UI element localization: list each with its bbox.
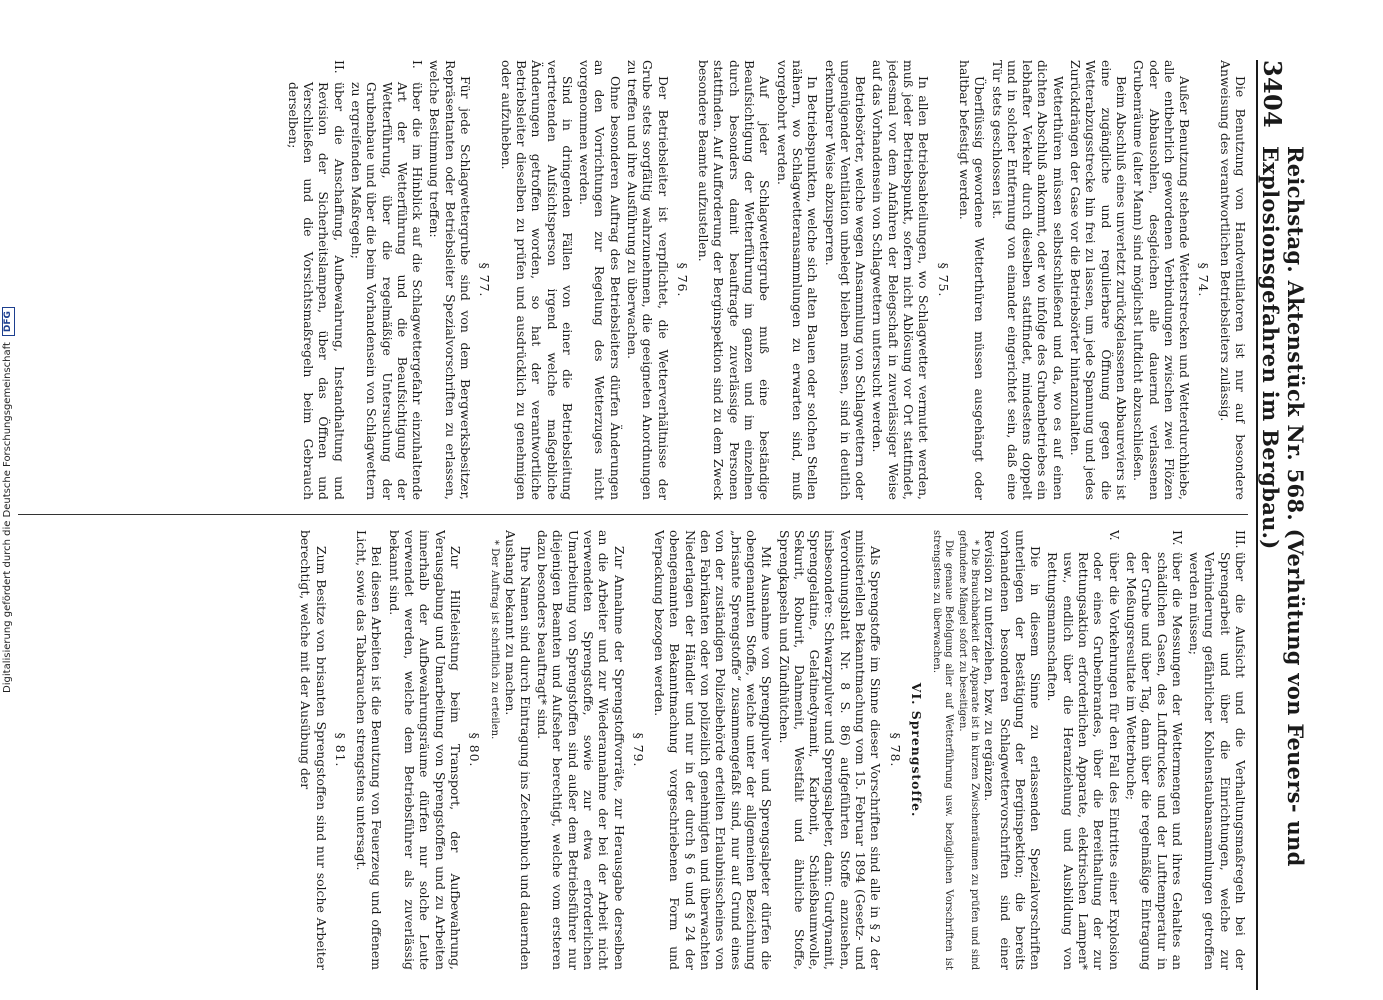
paragraph: Ihre Namen sind durch Eintragung ins Zechenbuch und dauernden Aushang bekannt zu machen. (502, 530, 533, 970)
footnote: * Die Brauchbarkeit der Apparate ist in kurzen Zwischenräumen zu prüfen und sind gefundene Mängel sofort zu beseitigen. (956, 530, 980, 970)
list-item-number: III. (1233, 530, 1248, 549)
left-column (18, 60, 1248, 500)
dfg-logo-icon: DFG (2, 307, 15, 336)
paragraph: Sind in dringenden Fällen von einer die Betriebsleitung vertretenden Aufsichtsperson irgend welche maßgebliche Änderungen getroffen worden, so hat der verantwortliche Betriebsleiter dieselben zu prüfen und ausdrücklich zu genehmigen oder aufzuheben. (498, 60, 575, 500)
paragraph: Die Benutzung von Handventilatoren ist nur auf besondere Anweisung des verantwortlichen Betriebsleiters zulässig. (1217, 60, 1248, 500)
section-heading: § 76. (674, 262, 690, 298)
list-item (285, 60, 346, 500)
list-item-text: über die Anschaffung, Aufbewahrung, Instandhaltung und Revision der Sicherheitslampen, über das Öffnen und Verschließen und die Vorsichtsmaßregeln beim Gebrauch derselben; (285, 82, 347, 500)
paragraph: Zum Besitze von brisanten Sprengstoffen sind nur solche Arbeiter berechtigt, welche mit der Ausübung der (298, 530, 329, 970)
section-heading: § 81. (332, 732, 348, 768)
paragraph: Die in diesem Sinne zu erlassenden Spezialvorschriften unterliegen der Bestätigung der Berginspektion; die bereits vorhandenen besonderen Schlagwettervorschriften sind einer Revision zu unterziehen, bzw. zu ergänzen. (982, 530, 1044, 970)
section-heading: § 78. (887, 732, 903, 768)
list-item (1124, 530, 1185, 970)
section-heading: § 80. (467, 732, 483, 768)
page-number: 3404 (1258, 60, 1287, 128)
paragraph: Überflüssig gewordene Wetterthüren müssen ausgehängt oder haltbar befestigt werden. (956, 60, 988, 500)
section-heading: § 74. (1196, 262, 1212, 298)
list-item-text: über die im Hinblick auf die Schlagwettergefahr einzuhaltende Art der Wetterführung und die Beaufsichtigung der Wetterführung, über die regelmäßige Untersuchung der Grubenbaue und über die beim Vorhandensein von Schlagwettern zu ergreifenden Maßregeln; (348, 82, 426, 500)
list-item-number: I. (410, 60, 426, 69)
section-heading: § 79. (630, 732, 646, 768)
paragraph: Auf jeder Schlagwettergrube muß eine beständige Beaufsichtigung der Wetterführung im ganzen und im einzelnen durch besonders damit beauftragte zuverlässige Personen stattfinden. Auf Aufforderung der Berginspektion sind zu dem Zweck besondere Beamte aufzustellen. (696, 60, 773, 500)
paragraph: Beim Abschluß eines unverletzt zurückgelassenen Abbaureviers ist eine zugängliche und regulierbare Öffnung gegen die Wetterabzugsstrecke hin frei zu lassen, um jede Spannung und jedes Zurückdrängen der Gase vor die Betriebsörter hintanzuhalten. (1068, 60, 1129, 500)
list-item (1045, 530, 1121, 970)
paragraph: Wetterthüren müssen selbstschließend und da, wo es auf einen dichten Abschluß ankommt, oder wo infolge des Grubenbetriebes ein lebhafter Verkehr durch dieselben stattfindet, mindestens doppelt und in solcher Entfernung von einander eingerichtet sein, daß eine Tür stets geschlossen ist. (989, 60, 1066, 500)
paragraph: Zur Hilfeleistung beim Transport, der Aufbewahrung, Verausgabung und Umarbeitung von Sprengstoffen und zu Arbeiten innerhalb der Aufbewahrungsräume dürfen nur solche Leute verwendet werden, welche dem Betriebsführer als zuverlässig bekannt sind. (386, 530, 463, 970)
paragraph: In Betriebspunkten, welche sich alten Bauen oder solchen Stellen nähern, wo Schlagwetteransammlungen zu erwarten sind, muß vorgebohrt werden. (774, 60, 821, 500)
list-item-number: II. (331, 60, 347, 74)
list-item-number: V. (1106, 530, 1122, 541)
list-item-text: über die Messungen der Wettermengen und ihres Gehaltes an schädlichen Gasen, des Luftdruckes und der Lufttemperatur in der Grube und über Tag, dann über die regelmäßige Eintragung der Meßungsresultate im Wetterbuche; (1123, 552, 1185, 970)
paragraph: Als Sprengstoffe im Sinne dieser Vorschriften sind alle in § 2 der ministeriellen Bekanntmachung vom 15. Februar 1894 (Gesetz- und Verordnungsblatt Nr. 8 S. 86) aufgeführten Stoffe anzusehen, insbesondere: Schwarzpulver und Sprengsalpeter, dann: Gurdynamit, Sprenggelatine, Gelatinedynamit, Karbonit, Schießbaumwolle, Sekurit, Roburit, Dahmenit, Westfalit und ähnliche Stoffe, Sprengkapseln und Zündhütchen. (776, 530, 884, 970)
section-heading: § 75. (935, 262, 951, 298)
paragraph: Der Betriebsleiter ist verpflichtet, die Wetterverhältnisse der Grube stets sorgfältig wahrzunehmen, die geeigneten Anordnungen zu treffen und ihre Ausführung zu überwachen. (625, 60, 671, 500)
list-item-text: über die Aufsicht und die Verhaltungsmaßregeln bei der Sprengarbeit und über die Einrichtungen, welche zur Verhinderung gefährlicher Kohlenstaubansammlungen getroffen werden müssen; (1187, 552, 1248, 970)
page-header (1256, 60, 1308, 990)
column-divider (18, 514, 1248, 515)
paragraph: In allen Betriebsabteilungen, wo Schlagwetter vermutet werden, muß jeder Betriebspunkt, sofern nicht Ablösung vor Ort stattfindet, jedesmal vor dem Anfahren der Belegschaft in zuverlässiger Weise auf das Vorhandensein von Schlagwettern untersucht werden. (870, 60, 932, 500)
part-heading: VI. Sprengstoffe. (908, 682, 924, 818)
paragraph: Betriebsörter, welche wegen Ansammlung von Schlagwettern oder ungenügender Ventilation unbelegt bleiben müssen, sind in deutlich erkennbarer Weise abzusperren. (822, 60, 869, 500)
page-title: Reichstag. Aktenstück Nr. 568. (Verhütung von Feuers- und Explosionsgefahren im Bergbau.) (1258, 146, 1308, 867)
paragraph: Zur Annahme der Sprengstoffvorräte, zur Herausgabe derselben an die Arbeiter und zur Wiederannahme der bei der Arbeit nicht verwendeten Sprengstoffe, sowie zur etwa erforderlichen Umarbeitung von Sprengstoffen sind außer dem Betriebsführer nur diejenigen Beamten und Aufseher berechtigt, welche vom ersteren dazu besonders beauftragt* sind. (535, 530, 627, 970)
list-item-number: IV. (1169, 530, 1185, 546)
digitization-credit (0, 0, 16, 1000)
section-heading: § 77. (477, 262, 493, 298)
list-item (349, 60, 425, 500)
paragraph: Für jede Schlagwettergrube sind von dem Bergwerksbesitzer, Repräsentanten oder Betriebsleiter Spezialvorschriften zu erlassen, welche Bestimmung treffen: (427, 60, 474, 500)
paragraph: Bei diesen Arbeiten ist die Benutzung von Feuerzeug und offenem Licht, sowie das Tabakrauchen strengstens untersagt. (354, 530, 385, 970)
paragraph: Ohne besonderen Auftrag des Betriebsleiters dürfen Änderungen an den Vorrichtungen zur Regelung des Wetterzuges nicht vorgenommen werden. (577, 60, 623, 500)
paragraph: Mit Ausnahme von Sprengpulver und Sprengsalpeter dürfen die obengenannten Stoffe, welche unter der allgemeinen Bezeichnung „brisante Sprengstoffe“ zusammengefaßt sind, nur auf Grund eines von der zuständigen Polizeibehörde erteilten Erlaubnisscheines von den Fabrikanten oder von polizeilich genehmigten und überwachten Niederlagen der Händler und nur in der durch § 6 und § 24 der obengenannten Bekanntmachung vorgeschriebenen Form und Verpackung bezogen werden. (652, 530, 775, 970)
paragraph: Außer Benutzung stehende Wetterstrecken und Wetterdurchhiebe, alle entbehrlich gewordenen Verbindungen zwischen zwei Flözen oder Abbausohlen, desgleichen alle dauernd verlassenen Grubenräume (alter Mann) sind möglichst luftdicht abzuschließen. (1131, 60, 1193, 500)
credit-text: Digitalisierung gefördert durch die Deutsche Forschungsgemeinschaft (2, 342, 13, 693)
footnote: * Der Auftrag ist schriftlich zu erteilen. (489, 540, 501, 740)
list-item (1187, 530, 1248, 970)
right-column (18, 530, 1248, 970)
list-item-text: über die Vorkehrungen für den Fall des Eintrittes einer Explosion oder eines Grubenbrandes, über die Bereithaltung der zur Rettungsaktion erforderlichen Apparate, elektrischen Lampen* usw., endlich über die Heranziehung und Ausbildung von Rettungsmannschaften. (1045, 552, 1122, 970)
footnote: Die genaue Befolgung aller auf Wetterführung usw. bezüglichen Vorschriften ist strengstens zu überwachen. (930, 530, 954, 970)
